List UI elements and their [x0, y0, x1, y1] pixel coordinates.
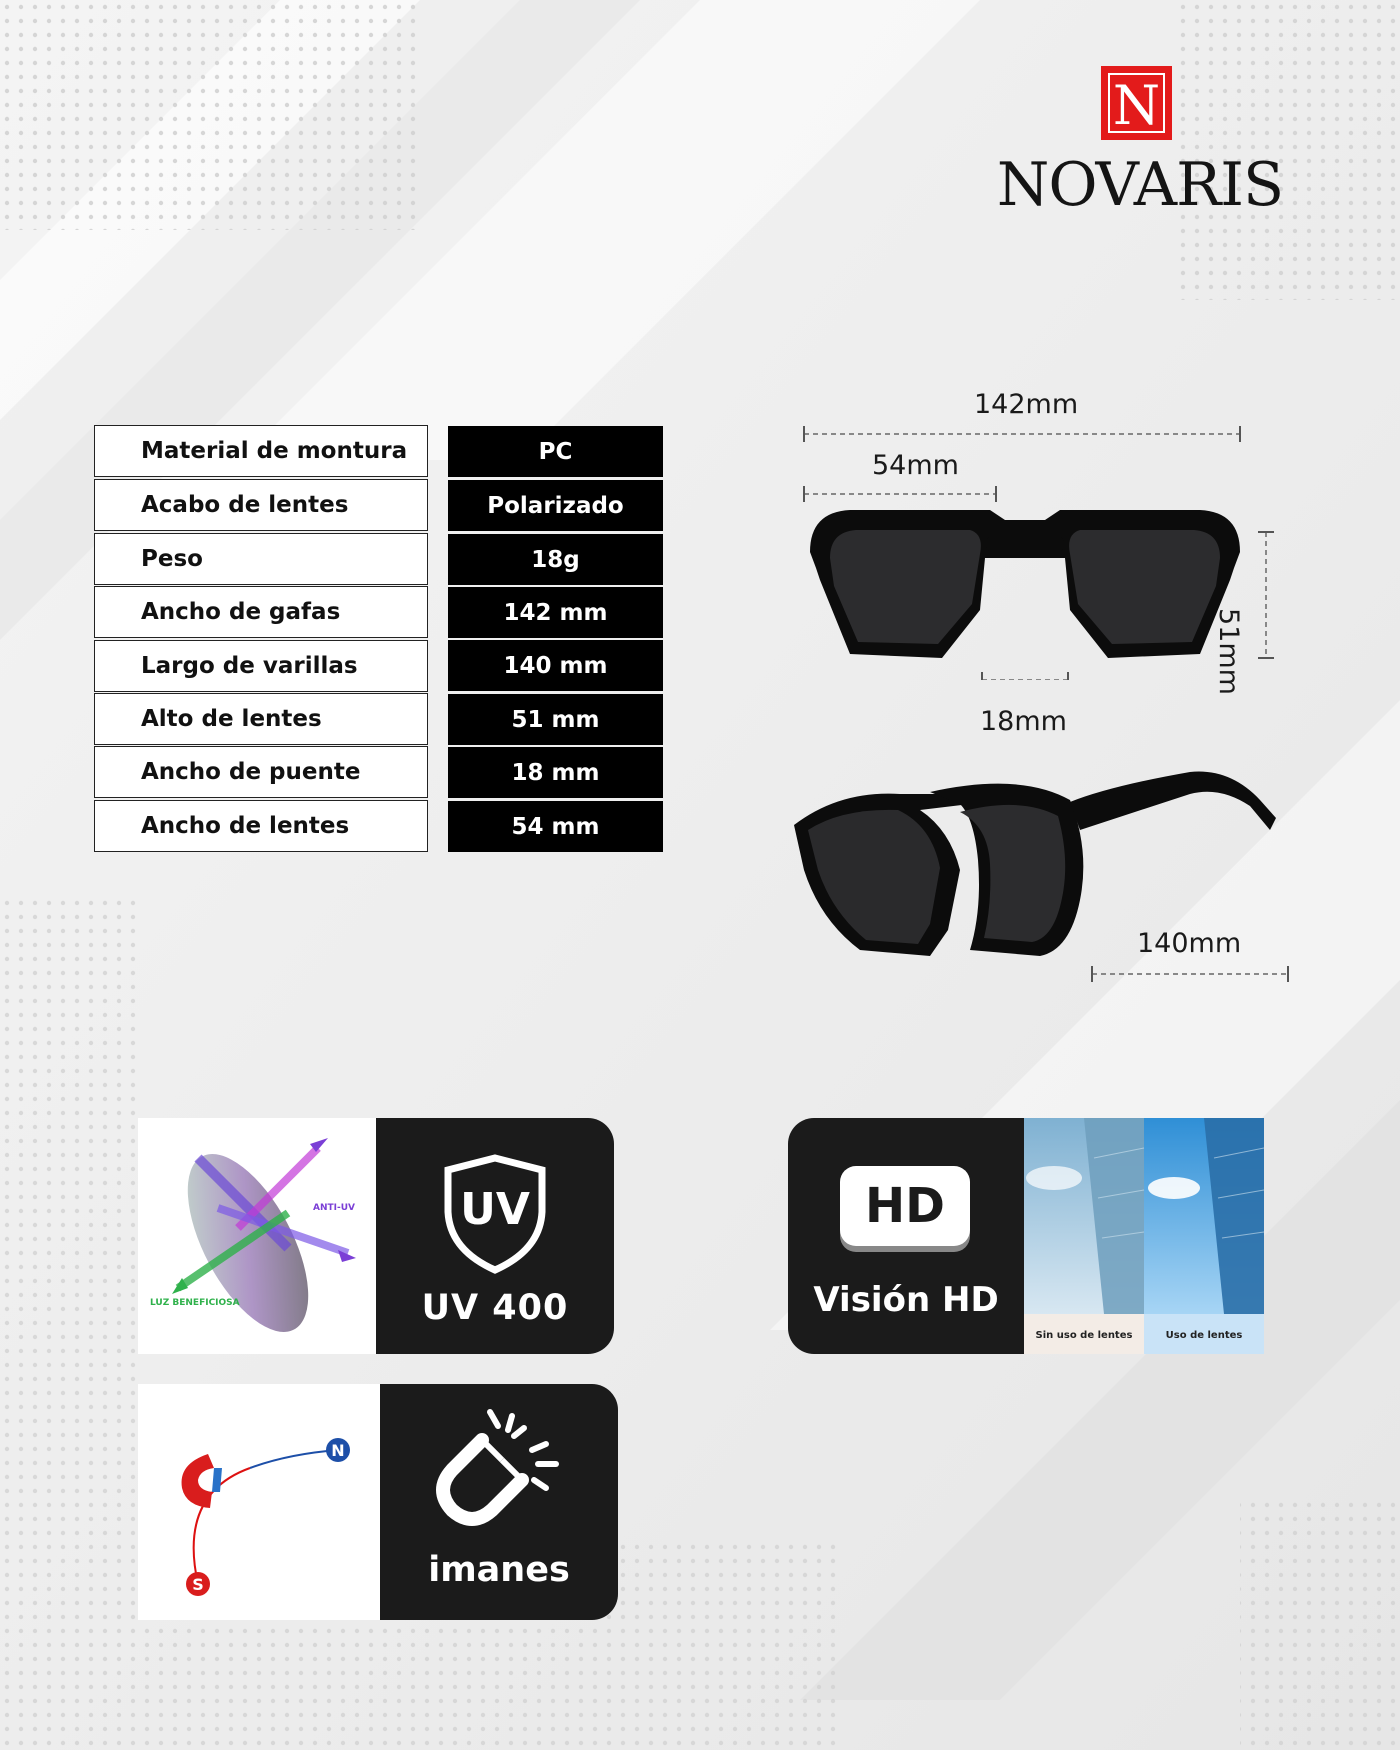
magnet-title: imanes — [428, 1550, 570, 1590]
brand-logo-letter: N — [1112, 74, 1161, 137]
dimension-bridge: 18mm — [980, 706, 1067, 737]
spec-label-glasses-width: Ancho de gafas — [94, 586, 428, 638]
with-lens-label: Uso de lentes — [1165, 1330, 1243, 1341]
brand-name: NOVARIS — [996, 150, 1284, 220]
spec-value-lens-width: 54 mm — [448, 801, 663, 852]
hd-badge — [840, 1166, 970, 1246]
north-pole-label: N — [331, 1441, 345, 1460]
hd-feature-card — [788, 1118, 1264, 1354]
uv-title: UV 400 — [421, 1288, 569, 1328]
spec-label-lens-width: Ancho de lentes — [94, 800, 428, 852]
south-pole-label: S — [192, 1575, 204, 1594]
hd-title: Visión HD — [813, 1280, 999, 1320]
magnet-feature-card — [138, 1384, 618, 1620]
side-lens-left — [808, 810, 940, 944]
brand-logo-icon — [1101, 66, 1172, 140]
spec-value-bridge-width: 18 mm — [448, 747, 663, 798]
spec-label-temple-length: Largo de varillas — [94, 640, 428, 692]
glasses-front-view — [790, 420, 1330, 680]
uv-shield-text: UV — [460, 1184, 530, 1235]
uv-lens-image — [138, 1118, 376, 1354]
magnet-image — [138, 1384, 380, 1620]
hd-comparison-image — [1024, 1118, 1264, 1354]
anti-uv-label: ANTI-UV — [313, 1203, 355, 1213]
spec-label-material: Material de montura — [94, 425, 428, 477]
spec-label-weight: Peso — [94, 533, 428, 585]
uv-info-panel — [376, 1118, 614, 1354]
beneficial-light-label: LUZ BENEFICIOSA — [150, 1298, 240, 1308]
spec-label-bridge-width: Ancho de puente — [94, 746, 428, 798]
spec-value-glasses-width: 142 mm — [448, 587, 663, 638]
uv-shield-icon — [442, 1154, 548, 1274]
temple-arm — [1070, 772, 1276, 830]
magnet-icon — [428, 1404, 568, 1534]
magnet-info-panel — [380, 1384, 618, 1620]
magnet-field-icon — [138, 1384, 380, 1620]
spec-value-lens-finish: Polarizado — [448, 480, 663, 531]
hd-badge-text: HD — [864, 1178, 945, 1234]
spec-label-lens-height: Alto de lentes — [94, 693, 428, 745]
dimension-lens-height: 51mm — [1213, 608, 1244, 695]
glasses-side-view — [770, 760, 1290, 1000]
dimension-total-width: 142mm — [974, 389, 1079, 420]
spec-value-temple-length: 140 mm — [448, 640, 663, 691]
without-lens-label: Sin uso de lentes — [1035, 1330, 1133, 1341]
lens-rays-icon — [138, 1118, 376, 1354]
spec-value-lens-height: 51 mm — [448, 694, 663, 745]
hd-info-panel — [788, 1118, 1024, 1354]
spec-label-lens-finish: Acabo de lentes — [94, 479, 428, 531]
dimension-lens-width: 54mm — [872, 450, 959, 481]
uv-feature-card — [138, 1118, 614, 1354]
dimension-temple: 140mm — [1137, 928, 1242, 959]
spec-value-weight: 18g — [448, 534, 663, 585]
spec-value-material: PC — [448, 426, 663, 477]
